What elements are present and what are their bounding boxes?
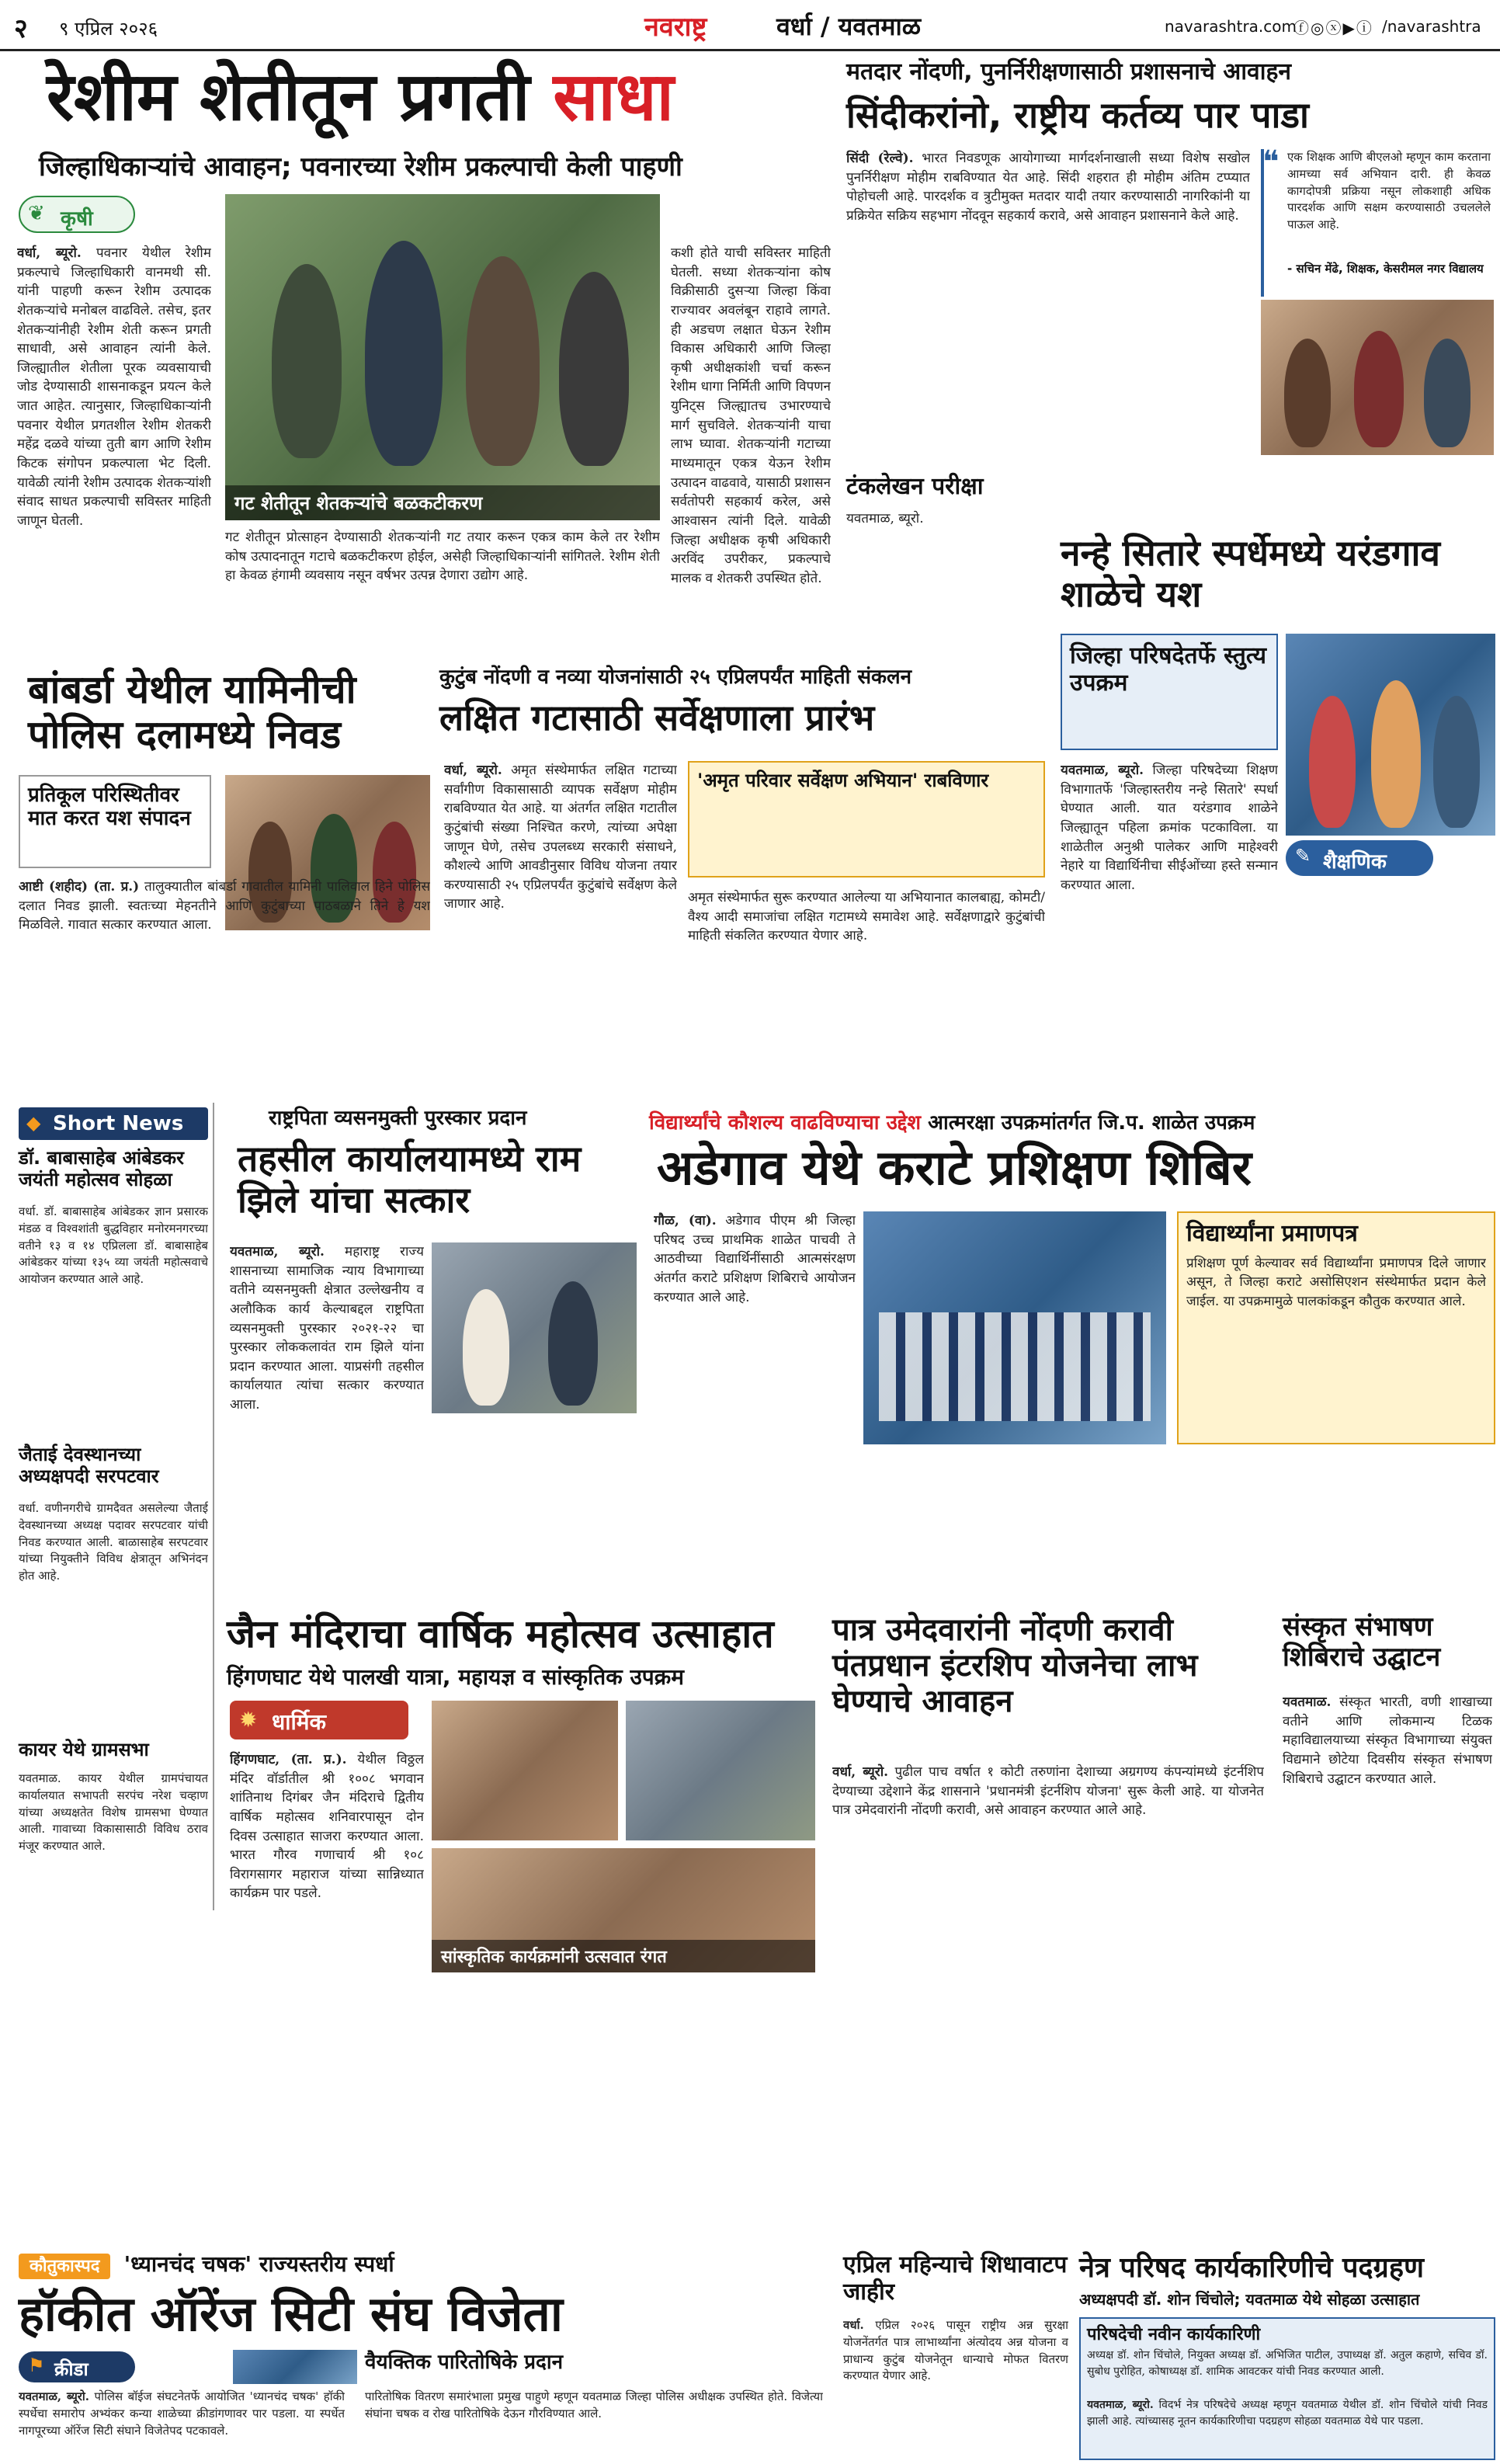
section-label: क्रीडा	[54, 2358, 89, 2380]
linkedin-icon[interactable]: ⓘ	[1356, 19, 1373, 37]
headline	[47, 59, 674, 136]
story-box	[1061, 634, 1278, 750]
dateline: यवतमाळ, ब्यूरो.	[1061, 763, 1144, 778]
section-badge	[230, 1701, 408, 1739]
article-body	[444, 761, 677, 1087]
nanhe-photo	[1286, 634, 1495, 836]
side-body-text: यवतमाळ, ब्यूरो.	[846, 511, 924, 527]
article-body-1	[17, 244, 211, 648]
side-title: टंकलेखन परीक्षा	[846, 473, 984, 500]
article-body-2: पारितोषिक वितरण समारंभाला प्रमुख पाहुणे म्हणून यवतमाळ जिल्हा पोलिस अधीक्षक उपस्थित होते. विजेत्या संघांना चषक व रोख पारितोषिके देऊन गौरविण्यात आले.	[365, 2389, 823, 2421]
headline-main: रेशीम शेतीतून प्रगती	[47, 58, 530, 136]
box-title: जिल्हा परिषदेतर्फे स्तुत्य उपक्रम	[1070, 642, 1266, 697]
story-bambarda	[0, 660, 435, 1095]
short-news-column	[0, 1103, 214, 1910]
story-karate	[649, 1103, 1500, 1600]
article-body-2	[671, 244, 831, 648]
hockey-photo	[233, 2350, 357, 2384]
headline: नन्हे सितारे स्पर्धेमध्ये यरंडगाव शाळेचे यश	[1061, 532, 1440, 615]
dateline: यवतमाळ, ब्यूरो.	[230, 1244, 325, 1260]
article-body	[19, 2389, 345, 2459]
page-number: २	[14, 13, 28, 44]
news-icon: ◆	[26, 1112, 41, 1134]
dateline: वर्धा, ब्यूरो.	[17, 245, 82, 261]
article-body	[654, 1211, 856, 1444]
story-netra-parishad	[1079, 2252, 1500, 2464]
article-body	[230, 1242, 424, 1592]
dateline: यवतमाळ, ब्यूरो.	[19, 2389, 90, 2403]
dateline: हिंगणघाट, (ता. प्र.).	[230, 1752, 347, 1767]
article-body	[1283, 1693, 1492, 2236]
x-icon[interactable]: ⓧ	[1325, 19, 1343, 37]
brand-logo: नवराष्ट्र	[644, 12, 707, 43]
short-news-title: Short News	[53, 1112, 184, 1135]
article-body	[846, 149, 1250, 460]
body-text: तालुक्यातील बांबर्डा गावातील यामिनी पालिवाल हिने पोलिस दलात निवड झाली. स्वतःच्या मेहनतीने आणि कुटुंबाच्या पाठबळाने तिने हे यश मिळविले. गावात सत्कार करण्यात आला.	[19, 879, 430, 933]
kicker-tag: कौतुकास्पद	[19, 2254, 110, 2279]
headline: बांबर्डा येथील यामिनीची पोलिस दलामध्ये निवड	[28, 667, 356, 757]
kicker	[19, 2252, 394, 2277]
headline: अडेगाव येथे कराटे प्रशिक्षण शिबिर	[657, 1139, 1252, 1196]
short-news-item-body: वर्धा. वणीनगरीचे ग्रामदैवत असलेल्या जैताई देवस्थानच्या अध्यक्ष पदावर सरपटवार यांची निवड करण्यात आली. बाळासाहेब सरपटवार यांच्या नियुक्तीने विविध क्षेत्रातून अभिनंदन होत आहे.	[19, 1501, 208, 1583]
issue-date: ९ एप्रिल २०२६	[59, 18, 158, 40]
story-reshim	[0, 54, 837, 652]
youtube-icon[interactable]: ▶	[1342, 19, 1356, 37]
quote-author: - सचिन मेंढे, शिक्षक, केसरीमल नगर विद्यालय	[1287, 262, 1484, 276]
story-shidhavatap	[839, 2252, 1071, 2464]
website-link[interactable]: navarashtra.com	[1165, 17, 1297, 36]
section-badge	[1286, 840, 1433, 876]
section-badge	[19, 196, 135, 233]
short-news-header	[19, 1107, 208, 1140]
quote-text: एक शिक्षक आणि बीएलओ म्हणून काम करताना आमच्या सर्व अभियान दारी. ही केवळ कागदोपत्री प्रक्रिया नसून लोकशाही अधिक पारदर्शक आणि सक्षम करण्यासाठी उचललेले पाऊल आहे.	[1287, 150, 1491, 231]
body-text: विदर्भ नेत्र परिषदेचे अध्यक्ष म्हणून यवतमाळ येथील डॉ. शोन चिंचोले यांची निवड झाली आहे. त्यांच्यासह नूतन कार्यकारिणीचा पदग्रहण सोहळा यवतमाळ येथे पार पडला.	[1087, 2399, 1488, 2428]
headline: संस्कृत संभाषण शिबिराचे उद्घाटन	[1283, 1611, 1441, 1673]
section-badge	[19, 2351, 135, 2382]
story-box	[19, 775, 211, 868]
dateline: यवतमाळ, ब्यूरो.	[1087, 2399, 1154, 2412]
kicker	[649, 1107, 1255, 1135]
article-below-photo: गट शेतीतून प्रोत्साहन देण्यासाठी शेतकऱ्यांनी गट तयार करून एकत्र काम केले तर रेशीम कोष उत्पादनातून गटाचे बळकटीकरण होईल, असेही जिल्हाधिकाऱ्यांनी सांगितले. रेशीम शेती हा केवळ हंगामी व्यवसाय नसून वर्षभर उत्पन्न देणारा उद्योग आहे.	[225, 530, 660, 584]
kicker-text: 'ध्यानचंद चषक' राज्यस्तरीय स्पर्धा	[123, 2251, 394, 2277]
quote-box	[1261, 144, 1494, 297]
dateline: वर्धा.	[843, 2318, 864, 2332]
book-icon: ✎	[1295, 845, 1311, 867]
headline: सिंदीकरांनो, राष्ट्रीय कर्तव्य पार पाडा	[846, 94, 1309, 136]
dateline: आष्टी (शहीद) (ता. प्र.)	[19, 879, 140, 895]
headline: एप्रिल महिन्याचे शिधावाटप जाहीर	[843, 2251, 1068, 2306]
leaf-icon: ❦	[28, 202, 45, 225]
article-body	[843, 2317, 1068, 2460]
kicker: राष्ट्रपिता व्यसनमुक्ती पुरस्कार प्रदान	[269, 1107, 527, 1130]
story-nanhe-sitare	[1056, 497, 1500, 1134]
social-handle[interactable]: /navarashtra	[1382, 17, 1481, 36]
story-sanskrit	[1278, 1607, 1500, 2244]
body-text: महाराष्ट्र राज्य शासनाच्या सामाजिक न्याय विभागाच्या वतीने व्यसनमुक्ती क्षेत्रात उल्लेखनीय व अलौकिक कार्य केल्याबद्दल राष्ट्रपिता व्यसनमुक्ती पुरस्कार २०२१-२२ चा पुरस्कार लोककलावंत राम झिले यांना प्रदान करण्यात आला. याप्रसंगी तहसील कार्यालयात त्यांचा सत्कार करण्यात आला.	[230, 1244, 424, 1413]
article-body	[1061, 761, 1278, 1103]
kicker-black: आत्मरक्षा उपक्रमांतर्गत जि.प. शाळेत उपक्रम	[928, 1111, 1255, 1135]
subheadline: जिल्हाधिकाऱ्यांचे आवाहन; पवनारच्या रेशीम प्रकल्पाची केली पाहणी	[39, 151, 682, 182]
headline-accent: साधा	[553, 58, 674, 136]
short-news-item-title: कायर येथे ग्रामसभा	[19, 1739, 149, 1760]
body-text: भारत निवडणूक आयोगाच्या मार्गदर्शनाखाली सध्या विशेष सखोल पुनर्निरीक्षण मोहीम राबविण्यात येत आहे. सिंदी शहरात ही मोहीम अंतिम टप्प्यात पोहोचली आहे. पारदर्शक व त्रुटीमुक्त मतदार यादी तयार करण्यासाठी नागरिकांनी या प्रक्रियेत सक्रिय सहभाग नोंदवून सहकार्य करावे, असे आवाहन प्रशासनाने केले आहे.	[846, 151, 1250, 224]
article-body	[1087, 2397, 1488, 2458]
headline: पात्र उमेदवारांनी नोंदणी करावी पंतप्रधान इंटरशिप योजनेचा लाभ घेण्याचे आवाहन	[832, 1612, 1198, 1719]
section-label: शैक्षणिक	[1323, 850, 1387, 874]
karate-photo	[863, 1211, 1166, 1444]
section-label: धार्मिक	[272, 1709, 326, 1735]
story-box	[688, 761, 1045, 878]
quote-icon: ❝	[1262, 144, 1280, 180]
subheadline: हिंगणघाट येथे पालखी यात्रा, महायज्ञ व सांस्कृतिक उपक्रम	[227, 1664, 684, 1690]
short-news-item-title: जैताई देवस्थानच्या अध्यक्षपदी सरपटवार	[19, 1444, 159, 1487]
box-title: प्रतिकूल परिस्थितीवर मात करत यश संपादन	[28, 784, 191, 830]
kicker-red: विद्यार्थ्यांचे कौशल्य वाढविण्याचा उद्देश	[649, 1111, 922, 1135]
instagram-icon[interactable]: ◎	[1311, 19, 1326, 37]
body-text-3: शेतकऱ्यांनी याचा लाभ घ्यावा. शेतकऱ्यांनी गटाच्या माध्यमातून एकत्र येऊन रेशीम उत्पादन वाढवावे, यासाठी प्रशासन सर्वतोपरी सहकार्य करेल, असे आश्वासन त्यांनी दिले. यावेळी जिल्हा अधीक्षक कृषी अधिकारी अरविंद उपरीकर, प्रकल्पाचे मालक व शेतकरी उपस्थित होते.	[671, 417, 831, 586]
section-label: कृषी	[61, 207, 93, 231]
body-text: अडेगाव पीएम श्री जिल्हा परिषद उच्च प्राथमिक शाळेत पाचवी ते आठवीच्या विद्यार्थिनींसाठी आत्मसंरक्षण अंतर्गत कराटे प्रशिक्षण शिबिराचे आयोजन करण्यात आले आहे.	[654, 1213, 856, 1305]
box-body: अध्यक्ष डॉ. शोन चिंचोले, नियुक्त अध्यक्ष डॉ. अभिजित पाटील, उपाध्यक्ष डॉ. अतुल कहाणे, सचिव डॉ. सुबोध पुरोहित, कोषाध्यक्ष डॉ. शामिक आवटकर यांची निवड करण्यात आली.	[1087, 2349, 1488, 2378]
body-text: पुढील पाच वर्षात १ कोटी तरुणांना देशाच्या अग्रगण्य कंपन्यांमध्ये इंटर्नशिप देण्याच्या उद्देशाने केंद्र शासनाने 'प्रधानमंत्री इंटर्नशिप योजना' सुरू केली आहे. या योजनेत पात्र उमेदवारांनी नोंदणी करावी, असे आवाहन करण्यात आले आहे.	[832, 1764, 1264, 1819]
sindi-photo	[1261, 300, 1494, 455]
box-body: प्रशिक्षण पूर्ण केल्यावर सर्व विद्यार्थ्यांना प्रमाणपत्र दिले जाणार असून, ते जिल्हा कराटे असोसिएशन संस्थेमार्फत प्रदान केले जाईल. या उपक्रमामुळे पालकांकडून कौतुक करण्यात आले.	[1186, 1255, 1486, 1309]
story-jain-mandir	[222, 1607, 820, 2291]
headline: हॉकीत ऑरेंज सिटी संघ विजेता	[19, 2285, 563, 2342]
short-news-item-title: डॉ. बाबासाहेब आंबेडकर जयंती महोत्सव सोहळा	[19, 1147, 184, 1190]
article-body	[19, 878, 430, 1087]
box-title: विद्यार्थ्यांना प्रमाणपत्र	[1186, 1220, 1358, 1247]
story-hockey	[0, 2252, 831, 2464]
body-text: येथील विठ्ठल मंदिर वॉर्डातील श्री १००८ भगवान शांतिनाथ दिगंबर जैन मंदिराचे द्वितीय वार्षिक महोत्सव शनिवारपासून दोन दिवस उत्साहात साजरा करण्यात आला. भारत गौरव गणाचार्य श्री १०८ विरागसागर महाराज यांच्या सान्निध्यात कार्यक्रम पार पडले.	[230, 1752, 424, 1902]
article-body	[832, 1763, 1264, 2236]
masthead	[0, 0, 1500, 51]
headline: लक्षित गटासाठी सर्वेक्षणाला प्रारंभ	[439, 697, 875, 739]
short-news-item-body: वर्धा. डॉ. बाबासाहेब आंबेडकर ज्ञान प्रसारक मंडळ व विश्वशांती बुद्धविहार मनोरमनगरच्या वतीने १३ व १४ एप्रिलला डॉ. बाबासाहेब आंबेडकर यांच्या १३५ व्या जयंती महोत्सवाचे आयोजन करण्यात आले आहे.	[19, 1204, 208, 1286]
body-text-2: कशी होते याची सविस्तर माहिती घेतली. सध्या शेतकऱ्यांना कोष विक्रीसाठी दुसऱ्या जिल्हा किंवा राज्यावर अवलंबून राहावे लागते. ही अडचण लक्षात घेऊन रेशीम विकास अधिकारी आणि जिल्हा कृषी अधीक्षकांशी चर्चा करून रेशीम धागा निर्मिती आणि विपणन युनिट्स जिल्ह्यातच उभारण्याचे मार्ग सुचविले.	[671, 245, 831, 433]
photo-caption: वैयक्तिक पारितोषिके प्रदान	[365, 2351, 564, 2374]
subheadline: अध्यक्षपदी डॉ. शोन चिंचोले; यवतमाळ येथे सोहळा उत्साहात	[1079, 2290, 1420, 2309]
dateline: यवतमाळ.	[1283, 1694, 1332, 1710]
social-icons[interactable]	[1293, 16, 1373, 38]
story-box	[1079, 2317, 1495, 2460]
box-title: 'अमृत परिवार सर्वेक्षण अभियान' राबविणार	[697, 770, 989, 791]
facebook-icon[interactable]: ⓕ	[1293, 19, 1311, 37]
article-body	[230, 1750, 424, 2286]
diya-icon: ✹	[239, 1707, 258, 1732]
photo-caption: गट शेतीतून शेतकऱ्यांचे बळकटीकरण	[225, 485, 660, 520]
story-internship	[828, 1607, 1270, 2244]
box-title: परिषदेची नवीन कार्यकारिणी	[1087, 2325, 1261, 2344]
jain-photo-1	[432, 1701, 618, 1840]
reshim-photo	[225, 194, 660, 520]
headline: नेत्र परिषद कार्यकारिणीचे पदग्रहण	[1079, 2252, 1424, 2284]
photo-caption: सांस्कृतिक कार्यक्रमांनी उत्सवात रंगत	[432, 1940, 815, 1972]
dateline: वर्धा, ब्यूरो.	[444, 763, 502, 778]
jain-photo-2	[626, 1701, 815, 1840]
story-ram-zile	[222, 1103, 641, 1600]
body-text: पवनार येथील रेशीम प्रकल्पाचे जिल्हाधिकारी वानमथी सी. यांनी पाहणी करून रेशीम उत्पादक शेतकऱ्यांचे मनोबल वाढविले. तसेच, इतर शेतकऱ्यांनीही रेशीम शेती करून प्रगती साधावी, असे आवाहन त्यांनी केले. जिल्ह्यातील शेतीला पूरक व्यवसायाची जोड देण्यासाठी शासनाकडून प्रयत्न केले जात आहेत. त्यानुसार, जिल्हाधिकाऱ्यांनी पवनार येथील प्रगतशील रेशीम शेतकरी महेंद्र दळवे यांच्या तुती बाग आणि रेशीम किटक संगोपन प्रकल्पाला भेट दिली. यावेळी त्यांनी रेशीम उत्पादक शेतकऱ्यांशी संवाद साधत प्रकल्पाची सविस्तर माहिती जाणून घेतली.	[17, 245, 211, 529]
headline: जैन मंदिराचा वार्षिक महोत्सव उत्साहात	[227, 1611, 774, 1656]
hockey-icon: ⚑	[28, 2355, 45, 2376]
body-text: संस्कृत भारती, वणी शाखाच्या वतीने आणि लोकमान्य टिळक महाविद्यालयाच्या संस्कृत विभागाच्या संयुक्त विद्यमाने छोटेया दिवसीय संस्कृत संभाषण शिबिराचे उद्घाटन करण्यात आले.	[1283, 1694, 1492, 1787]
story-box	[1177, 1211, 1495, 1444]
body-text: जिल्हा परिषदेच्या शिक्षण विभागातर्फे 'जिल्हास्तरीय नन्हे सितारे' स्पर्धा घेण्यात आली. यात यरंडगाव शाळेने जिल्ह्यातून पहिला क्रमांक पटकाविला. या शाळेतील अनुश्री पालेकर आणि माहेश्वरी नेहारे या विद्यार्थिनीचा सीईओंच्या हस्ते सन्मान करण्यात आला.	[1061, 763, 1278, 893]
dateline: वर्धा, ब्यूरो.	[832, 1764, 889, 1780]
article-body-2: अमृत संस्थेमार्फत सुरू करण्यात आलेल्या या अभियानात कालबाह्य, कोमटी/वैश्य आदी समाजांचा लक्षित गटामध्ये समावेश आहे. सर्वेक्षणाद्वारे कुटुंबांची माहिती संकलित करण्यात येणार आहे.	[688, 890, 1045, 944]
kicker: कुटुंब नोंदणी व नव्या योजनांसाठी २५ एप्रिलपर्यंत माहिती संकलन	[439, 666, 912, 689]
short-news-item-body: यवतमाळ. कायर येथील ग्रामपंचायत कार्यालयात सभापती सरपंच नरेश चव्हाण यांच्या अध्यक्षतेत विशेष ग्रामसभा घेण्यात आली. गावाच्या विकासासाठी विविध ठराव मंजूर करण्यात आले.	[19, 1771, 208, 1853]
edition-name: वर्धा / यवतमाळ	[776, 12, 922, 41]
ram-zile-photo	[432, 1242, 637, 1413]
kicker: मतदार नोंदणी, पुनर्निरीक्षणासाठी प्रशासनाचे आवाहन	[846, 58, 1292, 85]
body-text: पोलिस बॉईज संघटनेतर्फे आयोजित 'ध्यानचंद चषक' हॉकी स्पर्धेचा समारोप अभ्यंकर कन्या शाळेच्या क्रीडांगणावर पार पडला. या स्पर्धेत नागपूरच्या ऑरेंज सिटी संघाने विजेतेपद पटकावले.	[19, 2389, 345, 2438]
headline: तहसील कार्यालयामध्ये राम झिले यांचा सत्कार	[238, 1138, 582, 1221]
body-text: अमृत संस्थेमार्फत लक्षित गटाच्या सर्वांगीण विकासासाठी व्यापक सर्वेक्षण मोहीम राबविण्यात येत आहे. या अंतर्गत लक्षित गटातील कुटुंबांची संख्या निश्चित करणे, त्यांच्या अपेक्षा जाणून घेणे, तसेच उपलब्ध्य सरकारी संसाधने, कौशल्ये आणि आवडीनुसार विविध योजना तयार करण्यासाठी २५ एप्रिलपर्यंत कुटुंबांचे सर्वेक्षण केले जाणार आहे.	[444, 763, 677, 912]
dateline: सिंदी (रेल्वे).	[846, 151, 914, 166]
jain-photo-3	[432, 1848, 815, 1972]
story-amrut-survey	[439, 660, 1053, 1095]
body-text: एप्रिल २०२६ पासून राष्ट्रीय अन्न सुरक्षा योजनेंतर्गत पात्र लाभार्थ्यांना अंत्योदय अन्न योजना व प्राधान्य कुटुंब योजनेतून धान्याचे मोफत वितरण करण्यात येणार आहे.	[843, 2318, 1068, 2383]
dateline: गौळ, (वा).	[654, 1213, 717, 1229]
